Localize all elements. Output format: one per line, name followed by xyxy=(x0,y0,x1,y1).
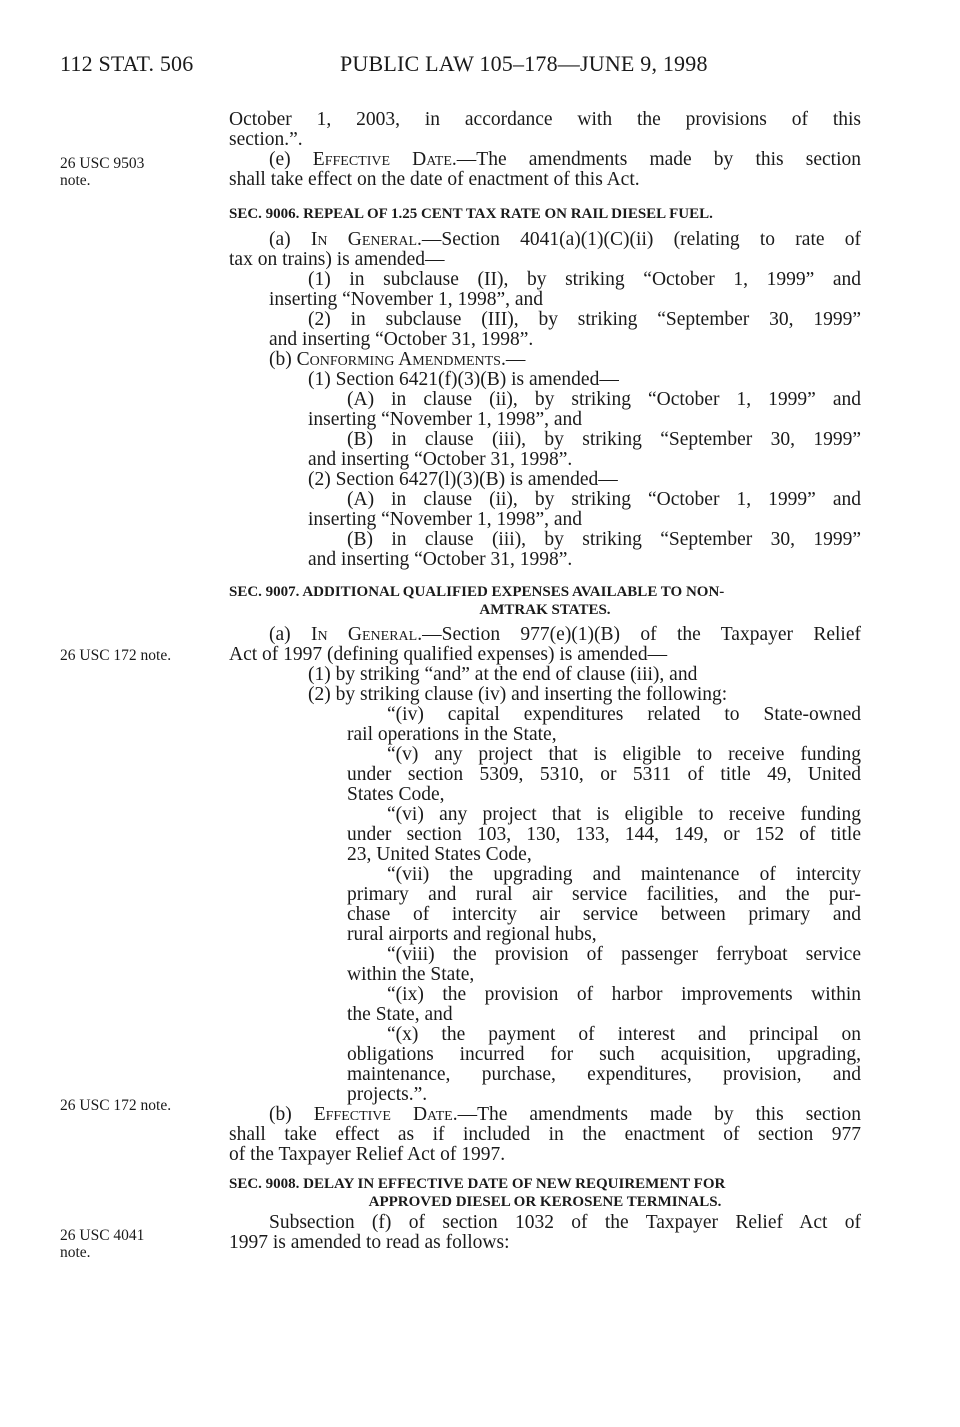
text-line: 23, United States Code, xyxy=(347,844,532,865)
subsection-heading: Conforming Amendments xyxy=(296,349,501,370)
text-line: section.”. xyxy=(229,129,303,150)
text-line: under section 5309, 5310, or 5311 of title 49, United xyxy=(347,764,861,785)
text-line: “(viii) the provision of passenger ferryboat service xyxy=(387,944,861,965)
margin-note: note. xyxy=(60,1244,91,1261)
text-line: “(vii) the upgrading and maintenance of intercity xyxy=(387,864,861,885)
text-line: shall take effect as if included in the enactment of section 977 xyxy=(229,1124,861,1145)
text-line: (2) Section 6427(l)(3)(B) is amended— xyxy=(308,469,618,490)
text-line: inserting “November 1, 1998”, and xyxy=(308,409,583,430)
subsection-heading: Effective Date xyxy=(313,1104,453,1125)
text-line: (b) Conforming Amendments.— xyxy=(269,349,526,370)
text-line: of the Taxpayer Relief Act of 1997. xyxy=(229,1144,506,1165)
text-line: (1) Section 6421(f)(3)(B) is amended— xyxy=(308,369,619,390)
text-line: shall take effect on the date of enactment of this Act. xyxy=(229,169,640,190)
subsection-heading: In General xyxy=(310,229,418,250)
public-law-title: PUBLIC LAW 105–178—JUNE 9, 1998 xyxy=(340,51,708,76)
margin-note: 26 USC 4041 xyxy=(60,1227,145,1244)
text-line: (b) Effective Date.—The amendments made by this section xyxy=(269,1104,861,1125)
margin-note: note. xyxy=(60,172,91,189)
text-line: inserting “November 1, 1998”, and xyxy=(308,509,583,530)
text-line: rural airports and regional hubs, xyxy=(347,924,597,945)
text-line: (2) by striking clause (iv) and inserting the following: xyxy=(308,684,728,705)
margin-note: 26 USC 172 note. xyxy=(60,647,172,664)
margin-note: 26 USC 172 note. xyxy=(60,1097,172,1114)
text-line: October 1, 2003, in accordance with the provisions of this xyxy=(229,109,861,130)
text-line: under section 103, 130, 133, 144, 149, or 152 of title xyxy=(347,824,861,845)
text-line: “(ix) the provision of harbor improvements within xyxy=(387,984,861,1005)
section-heading: SEC. 9008. DELAY IN EFFECTIVE DATE OF NEW REQUIREMENT FOR xyxy=(229,1176,726,1192)
text-line: and inserting “October 31, 1998”. xyxy=(269,329,534,350)
statute-page-number: 112 STAT. 506 xyxy=(60,51,194,76)
text-line: the State, and xyxy=(347,1004,453,1025)
section-heading: AMTRAK STATES. xyxy=(479,602,611,618)
text-line: projects.”. xyxy=(347,1084,428,1105)
text-line: obligations incurred for such acquisition, upgrading, xyxy=(347,1044,861,1065)
text-line: States Code, xyxy=(347,784,445,805)
text-line: (A) in clause (ii), by striking “October 1, 1999” and xyxy=(347,489,861,510)
text-line: rail operations in the State, xyxy=(347,724,557,745)
text-line: (1) in subclause (II), by striking “October 1, 1999” and xyxy=(308,269,861,290)
text-line: (A) in clause (ii), by striking “October 1, 1999” and xyxy=(347,389,861,410)
text-line: and inserting “October 31, 1998”. xyxy=(308,549,573,570)
text-line: within the State, xyxy=(347,964,475,985)
subsection-heading: In General xyxy=(310,624,418,645)
text-line: (B) in clause (iii), by striking “September 30, 1999” xyxy=(347,529,861,550)
section-heading: SEC. 9006. REPEAL OF 1.25 CENT TAX RATE ON RAIL DIESEL FUEL. xyxy=(229,206,713,222)
text-line: (e) Effective Date.—The amendments made by this section xyxy=(269,149,861,170)
section-heading: SEC. 9007. ADDITIONAL QUALIFIED EXPENSES AVAILABLE TO NON- xyxy=(229,584,725,600)
text-line: chase of intercity air service between primary and xyxy=(347,904,861,925)
text-line: (2) in subclause (III), by striking “September 30, 1999” xyxy=(308,309,861,330)
text-line: 1997 is amended to read as follows: xyxy=(229,1232,510,1253)
text-line: (a) In General.—Section 977(e)(1)(B) of the Taxpayer Relief xyxy=(269,624,861,645)
text-line: tax on trains) is amended— xyxy=(229,249,445,270)
text-line: maintenance, purchase, expenditures, provision, and xyxy=(347,1064,861,1085)
section-heading: APPROVED DIESEL OR KEROSENE TERMINALS. xyxy=(368,1194,722,1210)
text-line: and inserting “October 31, 1998”. xyxy=(308,449,573,470)
text-line: Act of 1997 (defining qualified expenses) is amended— xyxy=(229,644,668,665)
text-line: “(vi) any project that is eligible to receive funding xyxy=(387,804,861,825)
text-line: primary and rural air service facilities, and the pur- xyxy=(347,884,861,905)
text-line: (B) in clause (iii), by striking “September 30, 1999” xyxy=(347,429,861,450)
text-line: Subsection (f) of section 1032 of the Taxpayer Relief Act of xyxy=(269,1212,861,1233)
text-line: “(v) any project that is eligible to receive funding xyxy=(387,744,861,765)
text-line: inserting “November 1, 1998”, and xyxy=(269,289,544,310)
text-line: “(iv) capital expenditures related to State-owned xyxy=(387,704,861,725)
text-line: “(x) the payment of interest and principal on xyxy=(387,1024,861,1045)
margin-note: 26 USC 9503 xyxy=(60,155,145,172)
text-line: (1) by striking “and” at the end of clause (iii), and xyxy=(308,664,698,685)
text-line: (a) In General.—Section 4041(a)(1)(C)(ii) (relating to rate of xyxy=(269,229,861,250)
subsection-heading: Effective Date xyxy=(312,149,452,170)
